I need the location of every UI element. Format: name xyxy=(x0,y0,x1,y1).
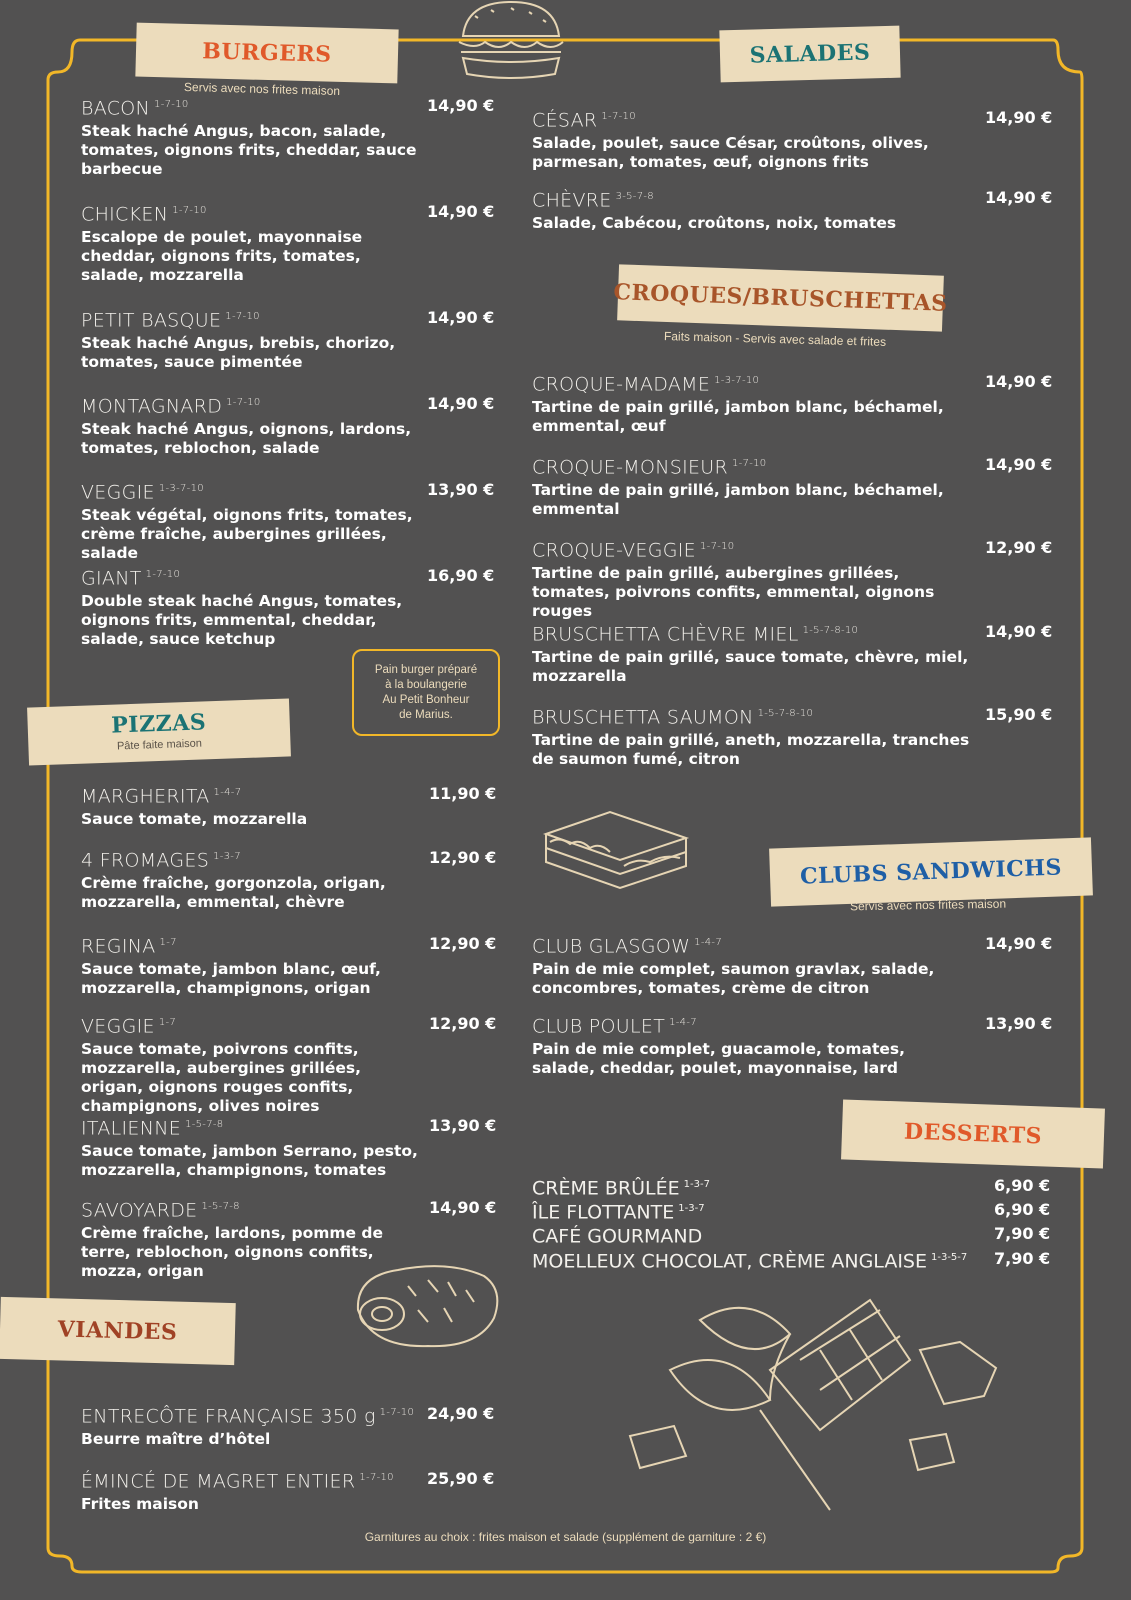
item-price: 12,90 € xyxy=(429,848,497,867)
clubs-title: CLUBS SANDWICHS xyxy=(799,854,1063,890)
item-description: Beurre maître d’hôtel xyxy=(81,1430,271,1449)
allergens: 1-3-7 xyxy=(683,1179,710,1190)
allergens: 1-5-7-8-10 xyxy=(802,625,859,636)
item-description: Pain de mie complet, saumon gravlax, salade, concombres, tomates, crème de citron xyxy=(532,960,935,998)
allergens: 1-7-10 xyxy=(145,569,181,580)
allergens: 1-4-7 xyxy=(694,937,722,948)
item-name-text: ÉMINCÉ DE MAGRET ENTIER xyxy=(81,1470,356,1493)
item-name-text: CHÈVRE xyxy=(532,189,612,212)
allergens: 1-3-5-7 xyxy=(930,1252,968,1263)
item-description: Escalope de poulet, mayonnaise cheddar, oignons frits, tomates, salade, mozzarella xyxy=(81,228,363,285)
item-price: 15,90 € xyxy=(985,705,1053,724)
item-name xyxy=(81,1114,421,1139)
item-name-text: BACON xyxy=(81,97,151,120)
dessert-price: 7,90 € xyxy=(994,1224,1051,1243)
pizzas-item xyxy=(81,1196,421,1281)
pizzas-item xyxy=(81,782,421,829)
item-name xyxy=(81,200,421,225)
item-price: 13,90 € xyxy=(427,480,495,499)
allergens: 1-4-7 xyxy=(669,1017,697,1028)
burger-sketch-icon xyxy=(455,0,567,82)
item-name xyxy=(81,1012,421,1037)
item-description: Tartine de pain grillé, aneth, mozzarella, tranches de saumon fumé, citron xyxy=(532,731,970,769)
viandes-banner xyxy=(0,1297,236,1365)
item-price: 14,90 € xyxy=(985,372,1053,391)
croques-item xyxy=(532,370,972,436)
item-name xyxy=(532,186,972,211)
item-name xyxy=(532,370,972,395)
pizzas-item xyxy=(81,846,421,912)
pizzas-item xyxy=(81,1012,421,1116)
allergens: 1-3-7 xyxy=(213,851,241,862)
item-price: 14,90 € xyxy=(429,1198,497,1217)
item-name xyxy=(532,536,972,561)
item-name xyxy=(81,564,421,589)
item-name-text: CLUB POULET xyxy=(532,1015,666,1038)
pizzas-title: PIZZAS xyxy=(110,709,207,739)
item-name-text: CROQUE-VEGGIE xyxy=(532,539,696,562)
item-price: 25,90 € xyxy=(427,1469,495,1488)
croques-item xyxy=(532,703,972,769)
item-name-text: ITALIENNE xyxy=(81,1117,182,1140)
croques-item xyxy=(532,620,972,686)
item-name-text: CÉSAR xyxy=(532,109,598,132)
burgers-banner xyxy=(135,23,398,84)
item-description: Salade, poulet, sauce César, croûtons, olives, parmesan, tomates, œuf, oignons frits xyxy=(532,134,929,172)
allergens: 1-7 xyxy=(158,1017,177,1028)
item-price: 13,90 € xyxy=(429,1116,497,1135)
salades-item xyxy=(532,106,972,172)
item-price: 14,90 € xyxy=(427,308,495,327)
burgers-item xyxy=(81,200,421,285)
item-name xyxy=(81,94,421,119)
dessert-name xyxy=(532,1198,705,1223)
allergens: 1-5-7-8 xyxy=(185,1119,224,1130)
item-name-text: SAVOYARDE xyxy=(81,1199,198,1222)
dessert-name xyxy=(532,1174,710,1199)
item-name-text: BRUSCHETTA CHÈVRE MIEL xyxy=(532,623,799,646)
item-name xyxy=(81,782,421,807)
croques-subtitle: Faits maison - Servis avec salade et frites xyxy=(663,329,887,349)
dessert-name xyxy=(532,1247,967,1272)
allergens: 3-5-7-8 xyxy=(615,191,654,202)
item-name-text: ENTRECÔTE FRANÇAISE 350 g xyxy=(81,1405,376,1428)
item-description: Sauce tomate, poivrons confits, mozzarella, aubergines grillées, origan, oignons rouges confits, champignons, olives noires xyxy=(81,1040,361,1116)
allergens: 1-7-10 xyxy=(379,1407,415,1418)
item-name-text: PETIT BASQUE xyxy=(81,309,222,332)
item-price: 12,90 € xyxy=(429,934,497,953)
item-name-text: 4 FROMAGES xyxy=(81,849,210,872)
viandes-item xyxy=(81,1402,421,1449)
item-description: Tartine de pain grillé, aubergines grillées, tomates, poivrons confits, emmental, oignons rouges xyxy=(532,564,935,621)
item-name-text: VEGGIE xyxy=(81,1015,155,1038)
item-price: 14,90 € xyxy=(427,394,495,413)
allergens: 1-7-10 xyxy=(700,541,735,552)
dessert-name-text: MOELLEUX CHOCOLAT, CRÈME ANGLAISE xyxy=(532,1250,927,1273)
footer-note: Garnitures au choix : frites maison et salade (supplément de garniture : 2 €) xyxy=(364,1530,767,1544)
item-price: 16,90 € xyxy=(427,566,495,585)
allergens: 1-3-7-10 xyxy=(714,375,760,386)
dessert-price: 6,90 € xyxy=(994,1176,1051,1195)
clubs-banner xyxy=(769,837,1093,906)
burgers-subtitle: Servis avec nos frites maison xyxy=(183,79,341,99)
pizzas-subtitle: Pâte faite maison xyxy=(116,737,203,753)
item-name xyxy=(81,846,421,871)
burgers-title: BURGERS xyxy=(202,38,332,68)
item-name-text: CLUB GLASGOW xyxy=(532,935,691,958)
dessert-name-text: CAFÉ GOURMAND xyxy=(532,1225,703,1248)
item-name-text: CHICKEN xyxy=(81,203,169,226)
dessert-name-text: CRÈME BRÛLÉE xyxy=(532,1177,680,1200)
dessert-name-text: ÎLE FLOTTANTE xyxy=(532,1201,675,1224)
allergens: 1-4-7 xyxy=(213,787,242,798)
allergens: 1-3-7 xyxy=(678,1203,705,1214)
item-name-text: MARGHERITA xyxy=(81,785,210,808)
item-name-text: CROQUE-MONSIEUR xyxy=(532,456,728,479)
item-name xyxy=(532,453,972,478)
burgers-item xyxy=(81,94,421,179)
item-price: 11,90 € xyxy=(429,784,497,803)
allergens: 1-7-10 xyxy=(154,99,189,110)
allergens: 1-7-10 xyxy=(731,458,767,469)
item-description: Pain de mie complet, guacamole, tomates, salade, cheddar, poulet, mayonnaise, lard xyxy=(532,1040,905,1078)
allergens: 1-7-10 xyxy=(172,205,207,216)
burgers-item xyxy=(81,392,421,458)
item-price: 12,90 € xyxy=(985,538,1053,557)
item-name-text: CROQUE-MADAME xyxy=(532,373,711,396)
item-name xyxy=(532,1012,972,1037)
sandwich-sketch-icon xyxy=(540,808,700,890)
item-description: Crème fraîche, gorgonzola, origan, mozzarella, emmental, chèvre xyxy=(81,874,386,912)
item-description: Sauce tomate, jambon Serrano, pesto, mozzarella, champignons, tomates xyxy=(81,1142,418,1180)
item-name-text: VEGGIE xyxy=(81,481,155,504)
item-name xyxy=(532,620,972,645)
allergens: 1-7 xyxy=(159,937,177,948)
item-name xyxy=(532,703,972,728)
item-description: Tartine de pain grillé, jambon blanc, béchamel, emmental, œuf xyxy=(532,398,944,436)
pizzas-banner xyxy=(27,698,291,765)
item-description: Double steak haché Angus, tomates, oignons frits, emmental, cheddar, salade, sauce ketchup xyxy=(81,592,403,649)
allergens: 1-7-10 xyxy=(225,311,260,322)
item-price: 13,90 € xyxy=(985,1014,1053,1033)
chocolate-sketch-icon xyxy=(620,1290,1020,1516)
pizzas-item xyxy=(81,1114,421,1180)
item-description: Steak haché Angus, brebis, chorizo, tomates, sauce pimentée xyxy=(81,334,396,372)
item-price: 14,90 € xyxy=(427,96,495,115)
allergens: 1-3-7-10 xyxy=(158,483,204,494)
item-price: 14,90 € xyxy=(985,934,1053,953)
dessert-price: 7,90 € xyxy=(994,1249,1051,1268)
item-name xyxy=(532,106,972,131)
clubs-item xyxy=(532,932,972,998)
item-description: Sauce tomate, mozzarella xyxy=(81,810,308,829)
item-price: 14,90 € xyxy=(985,455,1053,474)
item-description: Salade, Cabécou, croûtons, noix, tomates xyxy=(532,214,897,233)
viandes-item xyxy=(81,1467,421,1514)
item-name xyxy=(81,392,421,417)
item-price: 14,90 € xyxy=(985,108,1053,127)
croques-item xyxy=(532,536,972,621)
item-price: 14,90 € xyxy=(985,188,1053,207)
clubs-subtitle: Servis avec nos frites maison xyxy=(849,896,1007,914)
item-name xyxy=(81,478,421,503)
burgers-item xyxy=(81,306,421,372)
allergens: 1-7-10 xyxy=(226,397,261,408)
item-description: Steak haché Angus, bacon, salade, tomates, oignons frits, cheddar, sauce barbecue xyxy=(81,122,417,179)
croques-title: CROQUES/BRUSCHETTAS xyxy=(613,279,948,317)
item-description: Crème fraîche, lardons, pomme de terre, reblochon, oignons confits, mozza, origan xyxy=(81,1224,384,1281)
item-description: Tartine de pain grillé, jambon blanc, béchamel, emmental xyxy=(532,481,944,519)
item-name xyxy=(81,1402,421,1427)
item-description: Frites maison xyxy=(81,1495,199,1514)
item-description: Tartine de pain grillé, sauce tomate, chèvre, miel, mozzarella xyxy=(532,648,969,686)
desserts-banner xyxy=(841,1099,1105,1168)
croques-item xyxy=(532,453,972,519)
item-name xyxy=(81,306,421,331)
bread-note: Pain burger préparé à la boulangerie Au Petit Bonheur de Marius. xyxy=(352,649,500,736)
item-price: 14,90 € xyxy=(427,202,495,221)
burgers-item xyxy=(81,478,421,563)
item-name xyxy=(532,932,972,957)
salades-banner xyxy=(719,26,900,83)
croques-banner xyxy=(613,264,948,331)
item-price: 12,90 € xyxy=(429,1014,497,1033)
item-price: 24,90 € xyxy=(427,1404,495,1423)
allergens: 1-7-10 xyxy=(359,1472,394,1483)
item-description: Sauce tomate, jambon blanc, œuf, mozzarella, champignons, origan xyxy=(81,960,381,998)
allergens: 1-5-7-8 xyxy=(201,1201,240,1212)
item-name-text: BRUSCHETTA SAUMON xyxy=(532,706,754,729)
pizzas-item xyxy=(81,932,421,998)
item-description: Steak haché Angus, oignons, lardons, tomates, reblochon, salade xyxy=(81,420,412,458)
salades-title: SALADES xyxy=(749,39,871,69)
viandes-title: VIANDES xyxy=(57,1316,178,1346)
salades-item xyxy=(532,186,972,233)
item-name-text: REGINA xyxy=(81,935,156,958)
dessert-name xyxy=(532,1222,706,1247)
burgers-item xyxy=(81,564,421,649)
desserts-title: DESSERTS xyxy=(903,1118,1043,1150)
clubs-item xyxy=(532,1012,972,1078)
dessert-price: 6,90 € xyxy=(994,1200,1051,1219)
item-name xyxy=(81,1467,421,1492)
item-name-text: MONTAGNARD xyxy=(81,395,223,418)
allergens: 1-7-10 xyxy=(601,111,636,122)
item-name-text: GIANT xyxy=(81,567,142,590)
item-price: 14,90 € xyxy=(985,622,1053,641)
item-name xyxy=(81,1196,421,1221)
item-name xyxy=(81,932,421,957)
allergens: 1-5-7-8-10 xyxy=(757,708,814,719)
item-description: Steak végétal, oignons frits, tomates, crème fraîche, aubergines grillées, salade xyxy=(81,506,413,563)
